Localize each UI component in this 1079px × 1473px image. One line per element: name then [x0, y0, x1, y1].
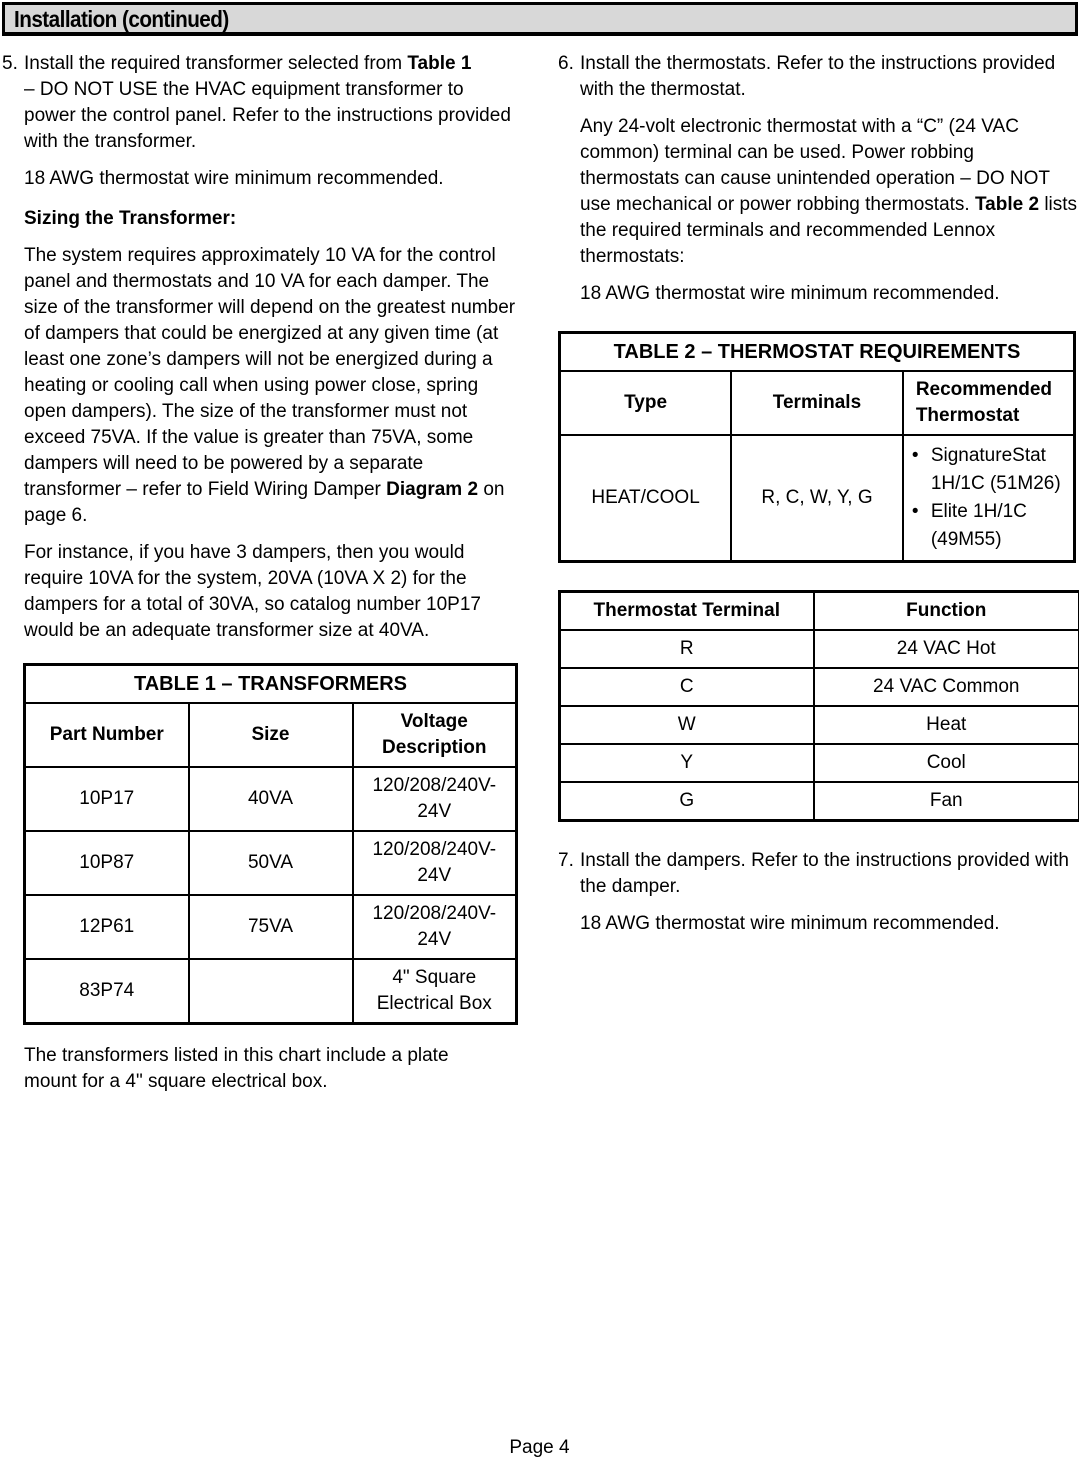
table1-title: TABLE 1 – TRANSFORMERS [25, 665, 517, 704]
terminals-cell: R, C, W, Y, G [731, 435, 903, 562]
size-cell [189, 959, 353, 1024]
step-5-text-segment: Install the required transformer selected from [24, 53, 408, 74]
table1-reference: Table 1 [407, 53, 472, 74]
thermostat-text-segment: lists the required terminals and recommended Lennox thermostats: [580, 194, 1078, 267]
thermostat-terminal-table [558, 590, 1079, 822]
awg-note: 18 AWG thermostat wire minimum recommended. [580, 283, 1000, 304]
step-7-body [580, 848, 1078, 948]
step-6-body [580, 51, 1078, 318]
thermostat-requirements-table [558, 331, 1076, 563]
table-row [25, 895, 517, 959]
col-header-size: Size [189, 703, 353, 767]
table-row [560, 630, 1079, 668]
table-header-row [25, 703, 517, 767]
recommended-thermostat-cell [903, 435, 1075, 562]
table-row [25, 767, 517, 831]
transformers-table [23, 663, 518, 1025]
part-number-cell: 83P74 [25, 959, 189, 1024]
col-header-part-number: Part Number [25, 703, 189, 767]
thermostat-note-paragraph [580, 114, 1078, 270]
function-cell: 24 VAC Hot [814, 630, 1079, 668]
col-header-thermostat-terminal: Thermostat Terminal [560, 592, 814, 631]
step-6-paragraph: Install the thermostats. Refer to the instructions provided with the thermostat. [580, 53, 1056, 100]
section-title: Installation (continued) [14, 5, 229, 32]
sizing-text-segment: on page 6. [24, 479, 505, 526]
two-column-layout [2, 51, 1078, 1095]
step-5-number: 5. [2, 53, 18, 74]
terminal-cell: W [560, 706, 814, 744]
step-7 [558, 848, 1078, 948]
table-header-row [560, 592, 1079, 631]
terminal-cell: C [560, 668, 814, 706]
thermostat-model: Elite 1H/1C (49M55) [930, 501, 1027, 550]
step-5-body [24, 51, 518, 655]
bullet-glyph: • [911, 501, 919, 522]
terminal-cell: G [560, 782, 814, 821]
bullet-glyph: • [911, 445, 919, 466]
size-cell: 75VA [189, 895, 353, 959]
type-cell: HEAT/COOL [560, 435, 732, 562]
function-cell: Cool [814, 744, 1079, 782]
table-row [560, 782, 1079, 821]
section-header-bar [2, 2, 1078, 36]
table-row [25, 831, 517, 895]
step-6 [558, 51, 1078, 318]
step-5-text-segment: – DO NOT USE the HVAC equipment transformer to power the control panel. Refer to the instructions provided with the transformer. [24, 79, 511, 152]
voltage-cell: 120/208/240V-24V [353, 831, 517, 895]
function-cell: Fan [814, 782, 1079, 821]
col-header-recommended-thermostat: Recommended Thermostat [903, 371, 1075, 435]
table-row [560, 706, 1079, 744]
part-number-cell: 10P87 [25, 831, 189, 895]
table-title-row [560, 333, 1075, 372]
table-row [560, 744, 1079, 782]
table-row [25, 959, 517, 1024]
voltage-cell: 4" Square Electrical Box [353, 959, 517, 1024]
bullet-item [912, 442, 1069, 498]
table2-title: TABLE 2 – THERMOSTAT REQUIREMENTS [560, 333, 1075, 372]
left-column [2, 51, 518, 1095]
diagram2-reference: Diagram 2 [386, 479, 479, 500]
size-cell: 40VA [189, 767, 353, 831]
awg-note: 18 AWG thermostat wire minimum recommended. [24, 168, 444, 189]
bullet-item [912, 498, 1069, 554]
function-cell: Heat [814, 706, 1079, 744]
step-7-paragraph: Install the dampers. Refer to the instructions provided with the damper. [580, 850, 1069, 897]
table-row [560, 668, 1079, 706]
terminal-cell: Y [560, 744, 814, 782]
step-7-number: 7. [558, 850, 574, 871]
step-5 [2, 51, 518, 655]
awg-note: 18 AWG thermostat wire minimum recommended. [580, 913, 1000, 934]
size-cell: 50VA [189, 831, 353, 895]
table1-note: The transformers listed in this chart include a plate mount for a 4" square electrical box. [24, 1045, 449, 1092]
part-number-cell: 12P61 [25, 895, 189, 959]
sizing-heading: Sizing the Transformer: [24, 208, 237, 229]
sizing-example-paragraph: For instance, if you have 3 dampers, then you would require 10VA for the system, 20VA (10VA X 2) for the dampers for a total of 30VA, so catalog number 10P17 would be an adequate transformer size at 40VA. [24, 542, 481, 641]
col-header-function: Function [814, 592, 1079, 631]
part-number-cell: 10P17 [25, 767, 189, 831]
col-header-terminals: Terminals [731, 371, 903, 435]
sizing-text-segment: The system requires approximately 10 VA for the control panel and thermostats and 10 VA for each damper. The size of the transformer will depend on the greatest number of dampers that could be energized at any given time (at least one zone’s dampers will not be energized during a heating or cooling call when using power close, spring open dampers). The size of the transformer must not exceed 75VA. If the value is greater than 75VA, some dampers will need to be powered by a separate transformer – refer to Field Wiring Damper [24, 245, 516, 500]
step-6-number: 6. [558, 53, 574, 74]
terminal-cell: R [560, 630, 814, 668]
col-header-voltage: Voltage Description [353, 703, 517, 767]
table-row [560, 435, 1075, 562]
thermostat-text-segment: Any 24-volt electronic thermostat with a “C” (24 VAC common) terminal can be used. Power robbing thermostats can cause unintended operation – DO NOT use mechanical or power robbing thermostats. [580, 116, 1050, 215]
step-5-paragraph [24, 51, 518, 155]
sizing-paragraph [24, 243, 518, 529]
table2-reference: Table 2 [974, 194, 1040, 215]
table-title-row [25, 665, 517, 704]
function-cell: 24 VAC Common [814, 668, 1079, 706]
voltage-cell: 120/208/240V-24V [353, 895, 517, 959]
page-number: Page 4 [509, 1437, 570, 1458]
thermostat-model: SignatureStat 1H/1C (51M26) [930, 445, 1061, 494]
col-header-type: Type [560, 371, 732, 435]
voltage-cell: 120/208/240V-24V [353, 767, 517, 831]
table-header-row [560, 371, 1075, 435]
right-column [558, 51, 1078, 1095]
